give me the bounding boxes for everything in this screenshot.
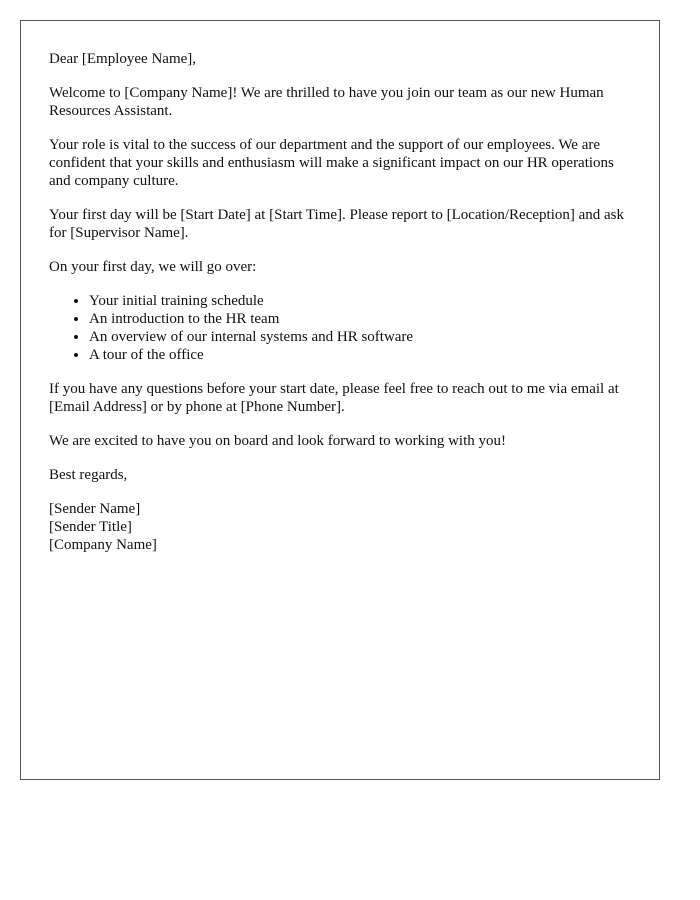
role-paragraph: Your role is vital to the success of our department and the support of our employees. We are confident that your skills and enthusiasm will make a significant impact on our HR operations and company culture. (49, 137, 614, 189)
closing-paragraph: We are excited to have you on board and look forward to working with you! (49, 433, 506, 449)
intro-paragraph: Welcome to [Company Name]! We are thrilled to have you join our team as our new Human Resources Assistant. (49, 85, 604, 119)
list-item: • A tour of the office (89, 346, 631, 364)
list-item: • An overview of our internal systems and HR software (89, 328, 631, 346)
contact-paragraph: If you have any questions before your start date, please feel free to reach out to me via email at [Email Address] or by phone at [Phone Number]. (49, 381, 619, 415)
sender-company: [Company Name] (49, 537, 157, 553)
sender-name: [Sender Name] (49, 501, 141, 517)
signature-block (49, 500, 631, 554)
sign-off: Best regards, (49, 467, 128, 483)
agenda-list (49, 292, 631, 364)
first-day-paragraph: Your first day will be [Start Date] at [Start Time]. Please report to [Location/Reception] and ask for [Supervisor Name]. (49, 207, 625, 241)
list-item: • An introduction to the HR team (89, 310, 631, 328)
list-item: • Your initial training schedule (89, 292, 631, 310)
agenda-intro: On your first day, we will go over: (49, 259, 257, 275)
salutation: Dear [Employee Name], (49, 51, 197, 67)
welcome-letter (20, 20, 660, 780)
sender-title: [Sender Title] (49, 519, 132, 535)
